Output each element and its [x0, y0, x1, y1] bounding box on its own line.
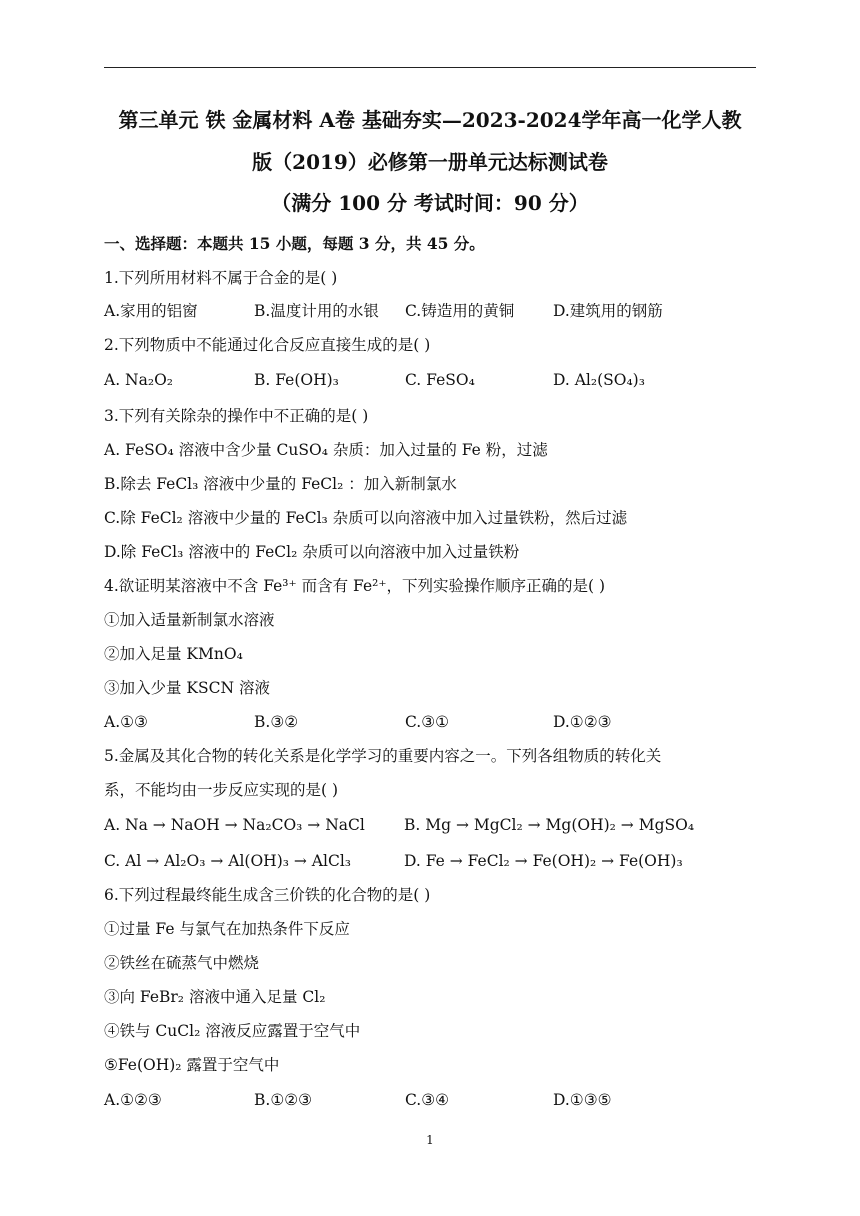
q2-option-d: D. Al₂(SO₄)₃ — [553, 371, 645, 389]
q6-item-4: ④铁与 CuCl₂ 溶液反应露置于空气中 — [104, 1022, 361, 1040]
q1-option-a: A.家用的铝窗 — [104, 302, 198, 320]
q5-option-a: A. Na → NaOH → Na₂CO₃ → NaCl — [104, 816, 365, 834]
q6-item-2: ②铁丝在硫蒸气中燃烧 — [104, 954, 260, 972]
question-1-stem: 1.下列所用材料不属于合金的是( ) — [104, 269, 338, 287]
q4-step-2: ②加入足量 KMnO₄ — [104, 645, 243, 663]
q3-option-d: D.除 FeCl₃ 溶液中的 FeCl₂ 杂质可以向溶液中加入过量铁粉 — [104, 543, 520, 561]
q1-option-d: D.建筑用的钢筋 — [553, 302, 663, 320]
q5-option-b: B. Mg → MgCl₂ → Mg(OH)₂ → MgSO₄ — [404, 816, 695, 834]
q4-option-c: C.③① — [405, 713, 450, 731]
document-title-line1: 第三单元 铁 金属材料 A卷 基础夯实—2023-2024学年高一化学人教 — [118, 108, 742, 132]
page-number: 1 — [426, 1133, 434, 1147]
q3-option-c: C.除 FeCl₂ 溶液中少量的 FeCl₃ 杂质可以向溶液中加入过量铁粉，然后过滤 — [104, 509, 628, 527]
question-6-stem: 6.下列过程最终能生成含三价铁的化合物的是( ) — [104, 886, 431, 904]
q4-step-3: ③加入少量 KSCN 溶液 — [104, 679, 270, 697]
question-3-stem: 3.下列有关除杂的操作中不正确的是( ) — [104, 407, 369, 425]
question-5-stem-cont: 系，不能均由一步反应实现的是( ) — [104, 781, 339, 799]
q4-option-a: A.①③ — [104, 713, 148, 731]
q6-option-a: A.①②③ — [104, 1091, 162, 1109]
question-2-stem: 2.下列物质中不能通过化合反应直接生成的是( ) — [104, 336, 431, 354]
document-title-line2: 版（2019）必修第一册单元达标测试卷 — [252, 150, 608, 174]
section-heading: 一、选择题：本题共 15 小题，每题 3 分，共 45 分。 — [104, 234, 485, 253]
header-rule — [104, 67, 756, 68]
exam-info: （满分 100 分 考试时间：90 分） — [271, 191, 589, 215]
q6-option-c: C.③④ — [405, 1091, 450, 1109]
q2-option-c: C. FeSO₄ — [405, 371, 475, 389]
question-4-stem: 4.欲证明某溶液中不含 Fe³⁺ 而含有 Fe²⁺，下列实验操作顺序正确的是( ) — [104, 577, 606, 595]
q6-option-d: D.①③⑤ — [553, 1091, 612, 1109]
q2-option-a: A. Na₂O₂ — [104, 371, 173, 389]
q6-item-1: ①过量 Fe 与氯气在加热条件下反应 — [104, 920, 350, 938]
q2-option-b: B. Fe(OH)₃ — [254, 371, 339, 389]
q3-option-b: B.除去 FeCl₃ 溶液中少量的 FeCl₂ ：加入新制氯水 — [104, 475, 457, 493]
q6-option-b: B.①②③ — [254, 1091, 313, 1109]
q4-step-1: ①加入适量新制氯水溶液 — [104, 611, 275, 629]
q6-item-3: ③向 FeBr₂ 溶液中通入足量 Cl₂ — [104, 988, 326, 1006]
q4-option-b: B.③② — [254, 713, 299, 731]
q1-option-c: C.铸造用的黄铜 — [405, 302, 515, 320]
q1-option-b: B.温度计用的水银 — [254, 302, 379, 320]
q4-option-d: D.①②③ — [553, 713, 612, 731]
q5-option-d: D. Fe → FeCl₂ → Fe(OH)₂ → Fe(OH)₃ — [404, 852, 683, 870]
q3-option-a: A. FeSO₄ 溶液中含少量 CuSO₄ 杂质：加入过量的 Fe 粉，过滤 — [104, 441, 548, 459]
q5-option-c: C. Al → Al₂O₃ → Al(OH)₃ → AlCl₃ — [104, 852, 351, 870]
q6-item-5: ⑤Fe(OH)₂ 露置于空气中 — [104, 1056, 280, 1074]
question-5-stem: 5.金属及其化合物的转化关系是化学学习的重要内容之一。下列各组物质的转化关 — [104, 747, 662, 765]
